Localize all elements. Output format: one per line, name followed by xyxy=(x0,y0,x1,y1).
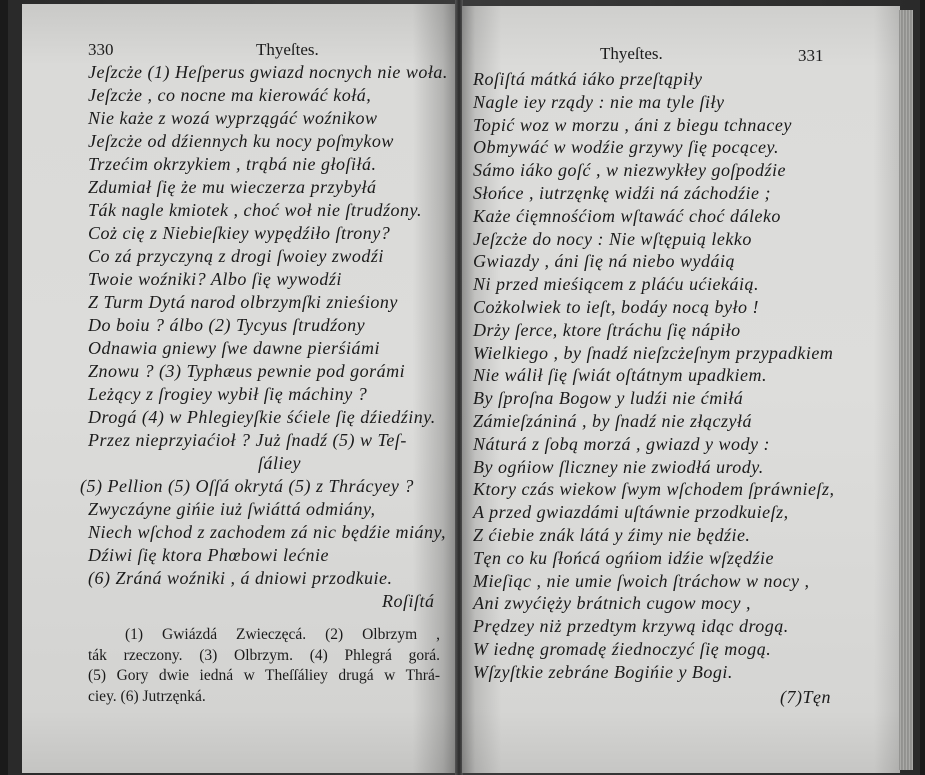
verse-line: Niech wſchod z zachodem zá nic będźie miány, xyxy=(88,522,446,542)
footnote-line: ciey. (6) Jutrzęnká. xyxy=(88,687,206,705)
verse-line: Tęn co ku ſłońcá ogńiom idźie wſzędźie xyxy=(473,547,774,568)
verse-line: Coż cię z Niebieſkiey wypędźiło ſtrony? xyxy=(88,223,391,243)
verse-line: Obmywáć w wodźie grzywy ſię pocącey. xyxy=(473,137,779,158)
verse-line: (6) Zráná woźniki , á dniowi przodkuie. xyxy=(88,568,393,588)
verse-line: Nagle iey rządy : nie ma tyle ſiły xyxy=(473,91,725,112)
page-number: 330 xyxy=(88,40,114,59)
verse-line: Prędzey niż przedtym krzywą idąc drogą. xyxy=(473,616,789,637)
verse-line: Twoie woźniki? Albo ſię wywodźi xyxy=(88,269,342,289)
running-head: Thyeſtes. xyxy=(256,40,319,59)
verse-line: Zdumiał ſię że mu wieczerza przybyłá xyxy=(88,177,377,197)
verse-line: Mieſiąc , nie umie ſwoich ſtráchow w nocy , xyxy=(473,570,810,591)
verse-line: Z ćiebie znák látá y źimy nie będźie. xyxy=(473,524,751,545)
verse-line: Jeſzcże od dźiennych ku nocy poſmykow xyxy=(88,131,394,151)
verse-line: Znowu ? (3) Typhæus pewnie pod gorámi xyxy=(88,361,406,381)
verse-line: Roſiſtá mátká iáko przeſtąpiły xyxy=(473,69,703,89)
verse-line: Cożkolwiek to ieſt, bodáy nocą było ! xyxy=(473,296,759,317)
verse-line: Przez nieprzyiaćioł ? Już ſnadź (5) w Teſ- xyxy=(88,430,407,450)
verse-line: Ani zwyćięży brátnich cugow mocy , xyxy=(473,593,751,614)
verse-line: Do boiu ? álbo (2) Tycyus ſtrudźony xyxy=(88,315,366,335)
verse-line: Zwyczáyne gińie iuż ſwiáttá odmiány, xyxy=(88,499,376,519)
verse-line: Náturá z ſobą morzá , gwiazd y wody : xyxy=(473,433,771,454)
verse-line: Jeſzcże (1) Heſperus gwiazd nocnych nie woła. xyxy=(88,62,448,82)
verse-line: (5) Pellion (5) Oſſá okrytá (5) z Thrácyey ? xyxy=(80,476,414,496)
verse-line: Z Turm Dytá narod olbrzymſki znieśiony xyxy=(88,292,398,312)
page-edges xyxy=(899,10,913,770)
footnotes xyxy=(88,625,440,707)
verse-line: Co zá przyczyną z drogi ſwoiey zwodźi xyxy=(88,246,384,266)
verse-line: Nie każe z wozá wyprzągáć woźnikow xyxy=(88,108,378,128)
footnote-line: ták rzeczony. (3) Olbrzym. (4) Phlegrá gorá. xyxy=(88,646,440,664)
verse-block xyxy=(473,68,834,684)
catchword: (7)Tęn xyxy=(780,687,831,707)
verse-line: Słońce , iutrzęnkę widźi ná záchodźie ; xyxy=(473,182,771,203)
verse-line: Zámieſzániná , by ſnadź nie złączyłá xyxy=(473,410,752,431)
verse-line: Każe ćięmnośćiom wſtawáć choć dáleko xyxy=(473,205,781,226)
catchword: Roſiſtá xyxy=(382,591,435,611)
verse-line: W iednę gromadę źiednoczyć ſię mogą. xyxy=(473,638,772,659)
verse-line: Wſzyſtkie zebráne Bogińie y Bogi. xyxy=(473,661,733,682)
verse-line: Sámo iáko goſć , w niezwykłey goſpodźie xyxy=(473,160,786,181)
verse-line: Odnawia gniewy ſwe dawne pierśiámi xyxy=(88,338,380,358)
verse-line: Ktory czás wiekow ſwym wſchodem ſpráwnieſz, xyxy=(473,479,835,500)
page-number: 331 xyxy=(798,46,824,65)
verse-block xyxy=(80,61,448,590)
footnote-line: (5) Gory dwie iedná w Theſſáliey drugá w Thrá- xyxy=(88,667,440,684)
verse-line: Drogá (4) w Phlegieyſkie śćiele ſię dźiedźiny. xyxy=(88,407,436,427)
verse-line: Nie wálił ſię ſwiát oſtátnym upadkiem. xyxy=(473,365,767,386)
verse-line: Drży ſerce, ktore ſtráchu ſię nápiło xyxy=(473,319,741,340)
verse-line: Jeſzcże , co nocne ma kierowáć kołá, xyxy=(88,85,372,105)
verse-line: Ni przed mieśiącem z pláću ućiekáią. xyxy=(473,274,759,295)
verse-line: A przed gwiazdámi uſtáwnie przodkuieſz, xyxy=(473,502,789,523)
running-head: Thyeſtes. xyxy=(600,44,663,63)
verse-line: Gwiazdy , áni ſię ná niebo wydáią xyxy=(473,251,735,272)
right-page xyxy=(462,6,900,773)
left-page xyxy=(22,4,456,773)
verse-line: By ſproſna Bogow y ludźi nie ćmiłá xyxy=(473,388,744,409)
verse-line: Trzećim okrzykiem , trąbá nie głoſiłá. xyxy=(88,154,377,174)
verse-line: By ogńiow ſliczney nie zwiodłá urody. xyxy=(473,456,764,477)
verse-line: Topić woz w morzu , áni z biegu tchnacey xyxy=(473,114,792,135)
verse-line: Leżący z ſrogiey wybił ſię máchiny ? xyxy=(88,384,368,404)
verse-line: Wielkiego , by ſnadź nieſzcżeſnym przypadkiem xyxy=(473,342,834,363)
footnote-line: (1) Gwiázdá Zwieczęcá. (2) Olbrzym , xyxy=(125,626,440,643)
verse-line: Dźiwi ſię ktora Phœbowi lećnie xyxy=(88,545,329,565)
verse-line: Ták nagle kmiotek , choć woł nie ſtrudźony. xyxy=(88,200,422,220)
verse-line-continuation: ſáliey xyxy=(258,453,301,473)
verse-line: Jeſzcże do nocy : Nie wſtępuią lekko xyxy=(473,228,752,249)
